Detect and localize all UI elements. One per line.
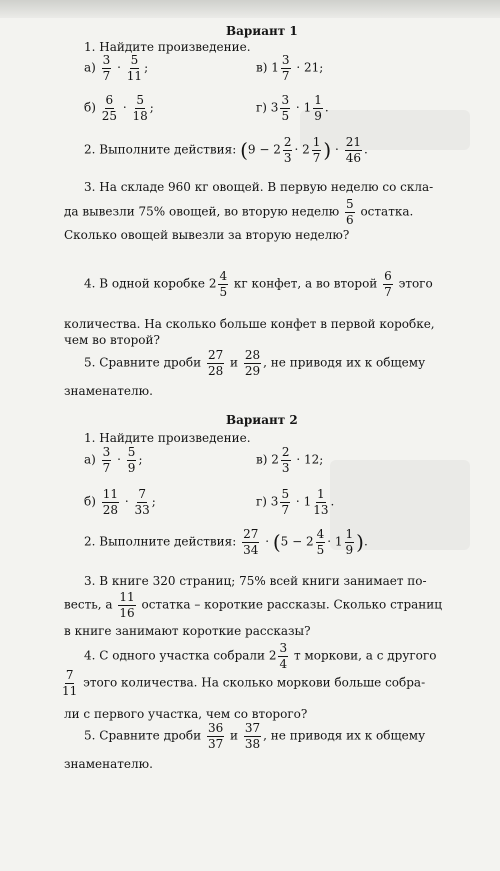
task-4-line-2: $\frac{7}{11}$ этого количества. На сколько моркови больше собра- (62, 668, 426, 698)
task-3-line-3: в книге занимают короткие рассказы? (64, 624, 311, 638)
task-5-line-1: 5. Сравните дроби $\frac{36}{37}$ и $\frac{37}{38}$ , не приводя их к общему (84, 721, 426, 751)
task-3-line-3: Сколько овощей вывезли за вторую неделю? (64, 228, 350, 242)
fraction: $\frac{11}{28}$ (102, 487, 119, 517)
task-2: 2. Выполните действия: $\frac{27}{34}$ · (5 − 2 $\frac{4}{5}$ · 1 $\frac{1}{9}$ ). (84, 527, 368, 557)
task-5-line-1: 5. Сравните дроби $\frac{27}{28}$ и $\frac{28}{29}$ , не приводя их к общему (84, 348, 426, 378)
task-1v: в) 1 $\frac{3}{7}$ · 21; (256, 53, 324, 83)
fraction: $\frac{7}{11}$ (62, 668, 78, 698)
item-label: б) (84, 494, 96, 509)
task-3-line-1: 3. На складе 960 кг овощей. В первую неделю со скла- (84, 180, 434, 194)
fraction: $\frac{1}{7}$ (312, 135, 321, 165)
task-1b: б) $\frac{6}{25}$ · $\frac{5}{18}$ ; (84, 93, 154, 123)
task-4-line-3: ли с первого участка, чем со второго? (64, 707, 308, 721)
variant-1-title: Вариант 1 (226, 24, 298, 38)
scan-top-band (0, 0, 500, 18)
task-5-line-2: знаменателю. (64, 384, 153, 398)
item-label: г) (256, 494, 267, 509)
task-4-line-2: количества. На сколько больше конфет в первой коробке, (64, 317, 435, 331)
fraction: $\frac{3}{7}$ (281, 53, 290, 83)
item-label: в) (256, 452, 268, 467)
fraction: $\frac{6}{7}$ (384, 269, 392, 299)
task-1a: а) $\frac{3}{7}$ · $\frac{5}{11}$ ; (84, 53, 149, 83)
task-5-line-2: знаменателю. (64, 757, 153, 771)
fraction: $\frac{37}{38}$ (244, 721, 261, 751)
task-1v: в) 2 $\frac{2}{3}$ · 12; (256, 445, 324, 475)
task-1a: а) $\frac{3}{7}$ · $\frac{5}{9}$ ; (84, 445, 143, 475)
task-3-line-2: да вывезли 75% овощей, во вторую неделю $\frac{5}{6}$ остатка. (64, 197, 414, 227)
fraction: $\frac{1}{13}$ (313, 487, 329, 517)
item-label: а) (84, 452, 96, 467)
fraction: $\frac{5}{18}$ (132, 93, 148, 123)
fraction: $\frac{3}{4}$ (279, 641, 288, 671)
fraction: $\frac{5}{11}$ (126, 53, 143, 83)
fraction: $\frac{5}{9}$ (127, 445, 136, 475)
item-label: г) (256, 100, 267, 115)
task-3-line-2: весть, а $\frac{11}{16}$ остатка – короткие рассказы. Сколько страниц (64, 590, 442, 620)
fraction: $\frac{21}{46}$ (345, 135, 361, 165)
fraction: $\frac{36}{37}$ (207, 721, 224, 751)
fraction: $\frac{7}{33}$ (134, 487, 150, 517)
fraction: $\frac{2}{3}$ (283, 135, 292, 165)
item-label: в) (256, 60, 268, 75)
task-3-line-1: 3. В книге 320 страниц; 75% всей книги занимает по- (84, 574, 427, 588)
task-4-line-1: 4. В одной коробке 2 $\frac{4}{5}$ кг конфет, а во второй $\frac{6}{7}$ этого (84, 269, 433, 299)
task-4-line-1: 4. С одного участка собрали 2 $\frac{3}{4}$ т моркови, а с другого (84, 641, 437, 671)
fraction: $\frac{4}{5}$ (316, 527, 325, 557)
fraction: $\frac{3}{7}$ (102, 445, 111, 475)
task-1g: г) 3 $\frac{5}{7}$ · 1 $\frac{1}{13}$ . (256, 487, 335, 517)
fraction: $\frac{1}{9}$ (345, 527, 354, 557)
fraction: $\frac{27}{34}$ (243, 527, 259, 557)
task-1-heading: 1. Найдите произведение. (84, 40, 251, 54)
item-label: а) (84, 60, 96, 75)
fraction: $\frac{5}{6}$ (345, 197, 354, 227)
fraction: $\frac{4}{5}$ (219, 269, 228, 299)
task-4-line-3: чем во второй? (64, 333, 160, 347)
task-1b: б) $\frac{11}{28}$ · $\frac{7}{33}$ ; (84, 487, 156, 517)
fraction: $\frac{11}{16}$ (119, 590, 135, 620)
fraction: $\frac{27}{28}$ (207, 348, 224, 378)
fraction: $\frac{6}{25}$ (101, 93, 118, 123)
item-label: б) (84, 100, 96, 115)
task-2: 2. Выполните действия: (9 − 2 $\frac{2}{3}$ · 2 $\frac{1}{7}$ ) · $\frac{21}{46}$ . (84, 135, 368, 165)
task-1-heading: 1. Найдите произведение. (84, 431, 251, 445)
fraction: $\frac{3}{7}$ (102, 53, 111, 83)
fraction: $\frac{28}{29}$ (244, 348, 261, 378)
fraction: $\frac{3}{5}$ (281, 93, 290, 123)
fraction: $\frac{2}{3}$ (281, 445, 290, 475)
task-1g: г) 3 $\frac{3}{5}$ · 1 $\frac{1}{9}$ . (256, 93, 329, 123)
fraction: $\frac{1}{9}$ (314, 93, 322, 123)
fraction: $\frac{5}{7}$ (281, 487, 290, 517)
variant-2-title: Вариант 2 (226, 413, 298, 427)
